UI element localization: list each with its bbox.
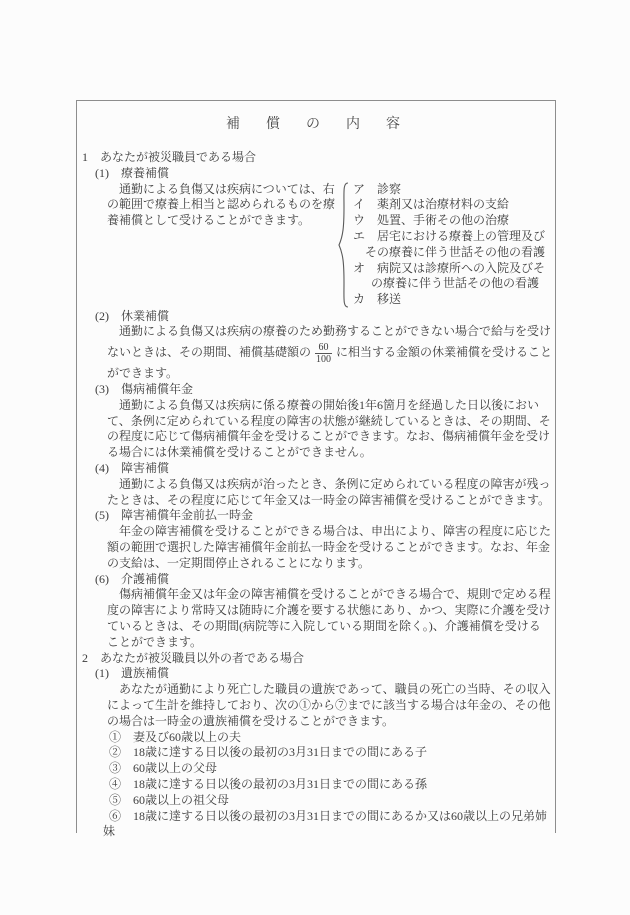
text-line: ア 診察: [353, 181, 402, 196]
document-body-lines: [77, 366, 555, 840]
fraction-before-text: ないときは、その期間、補償基礎額の: [107, 345, 312, 360]
medical-care-paragraph: [77, 182, 335, 229]
section-1-intro-lines: [77, 150, 555, 182]
text-line: の療養に伴う世話その他の看護: [371, 276, 540, 291]
text-line: の程度に応じて傷病補償年金を受けることができます。なお、傷病補償年金を受け: [107, 429, 551, 444]
text-line: の範囲で療養上相当と認められるものを療: [107, 197, 336, 212]
text-line: ③ 60歳以上の父母: [109, 761, 218, 776]
text-line: ⑥ 18歳に達する日以後の最初の3月31日までの間にあるか又は60歳以上の兄弟姉: [109, 808, 548, 823]
text-line: 年金の障害補償を受けることができる場合は、申出により、障害の程度に応じた: [119, 524, 552, 539]
text-line: によって生計を維持しており、次の①から⑦までに該当する場合は年金の、その他: [107, 697, 551, 712]
text-line: エ 居宅における療養上の管理及び: [353, 228, 546, 243]
text-line: (4) 障害補償: [95, 460, 169, 475]
text-line: ⑤ 60歳以上の祖父母: [109, 792, 230, 807]
text-line: 額の範囲で選択した障害補償年金前払一時金を受けることができます。なお、年金: [107, 539, 551, 554]
medical-care-scope-block: [77, 182, 555, 309]
text-line: る場合には休業補償を受けることができません。: [107, 445, 372, 460]
leave-compensation-fraction-line: [77, 340, 555, 366]
leave-compensation-lines: [77, 309, 555, 341]
fraction-numerator: 60: [318, 341, 329, 353]
text-line: 度の障害により常時又は随時に介護を要する状態にあり、かつ、実際に介護を受け: [107, 603, 551, 618]
text-line: (3) 傷病補償年金: [95, 381, 193, 396]
text-line: (2) 休業補償: [95, 308, 169, 323]
text-line: その療養に伴う世話その他の看護: [365, 244, 546, 259]
text-line: ができます。: [107, 366, 179, 381]
curly-brace-icon: [335, 181, 351, 309]
fraction-after-text: に相当する金額の休業補償を受けること: [336, 345, 553, 360]
text-line: (6) 介護補償: [95, 571, 169, 586]
document-content: [77, 101, 555, 840]
text-line: カ 移送: [353, 292, 402, 307]
text-line: 養補償として受けることができます。: [107, 213, 311, 228]
text-line: 2 あなたが被災職員以外の者である場合: [82, 650, 305, 665]
text-line: ② 18歳に達する日以後の最初の3月31日までの間にある子: [109, 745, 428, 760]
text-line: て、条例に定められている程度の障害の状態が継続しているときは、その期間、そ: [107, 413, 551, 428]
text-line: ウ 処置、手術その他の治療: [353, 213, 510, 228]
text-line: たときは、その程度に応じて年金又は一時金の障害補償を受けることができます。: [107, 492, 551, 507]
text-line: (1) 遺族補償: [95, 666, 169, 681]
medical-care-scope-list: [353, 182, 545, 308]
text-line: 通勤による負傷又は疾病に係る療養の開始後1年6箇月を経過した日以後におい: [119, 397, 540, 412]
text-line: あなたが通勤により死亡した職員の遺族であって、職員の死亡の当時、その収入: [119, 682, 551, 697]
text-line: 通勤による負傷又は疾病が治ったとき、条例に定められている程度の障害が残っ: [119, 476, 551, 491]
bordered-frame: [76, 100, 556, 839]
text-line: オ 病院又は診療所への入院及びそ: [353, 260, 546, 275]
text-line: (1) 療養補償: [95, 165, 169, 180]
text-line: の場合は一時金の遺族補償を受けることができます。: [107, 713, 395, 728]
text-line: ① 妻及び60歳以上の夫: [109, 729, 242, 744]
page-title: 補 償 の 内 容: [226, 117, 406, 132]
fraction-denominator: 100: [316, 353, 332, 365]
text-line: ているときは、その期間(病院等に入院している期間を除く。)、介護補償を受ける: [107, 618, 541, 633]
text-line: 通勤による負傷又は疾病については、右: [119, 181, 335, 196]
text-line: (5) 障害補償年金前払一時金: [95, 508, 253, 523]
fraction-60-100: [315, 342, 332, 365]
text-line: 通勤による負傷又は疾病の療養のため勤務することができない場合で給与を受け: [119, 324, 552, 339]
text-line: イ 薬剤又は治療材料の支給: [353, 197, 510, 212]
text-line: 1 あなたが被災職員である場合: [82, 150, 257, 164]
text-line: の支給は、一定期間停止されることになります。: [107, 555, 371, 570]
text-line: 妹: [103, 824, 116, 839]
text-line: ④ 18歳に達する日以後の最初の3月31日までの間にある孫: [109, 776, 428, 791]
text-line: 傷病補償年金又は年金の障害補償を受けることができる場合で、規則で定める程: [119, 587, 551, 602]
text-line: ことができます。: [107, 634, 203, 649]
